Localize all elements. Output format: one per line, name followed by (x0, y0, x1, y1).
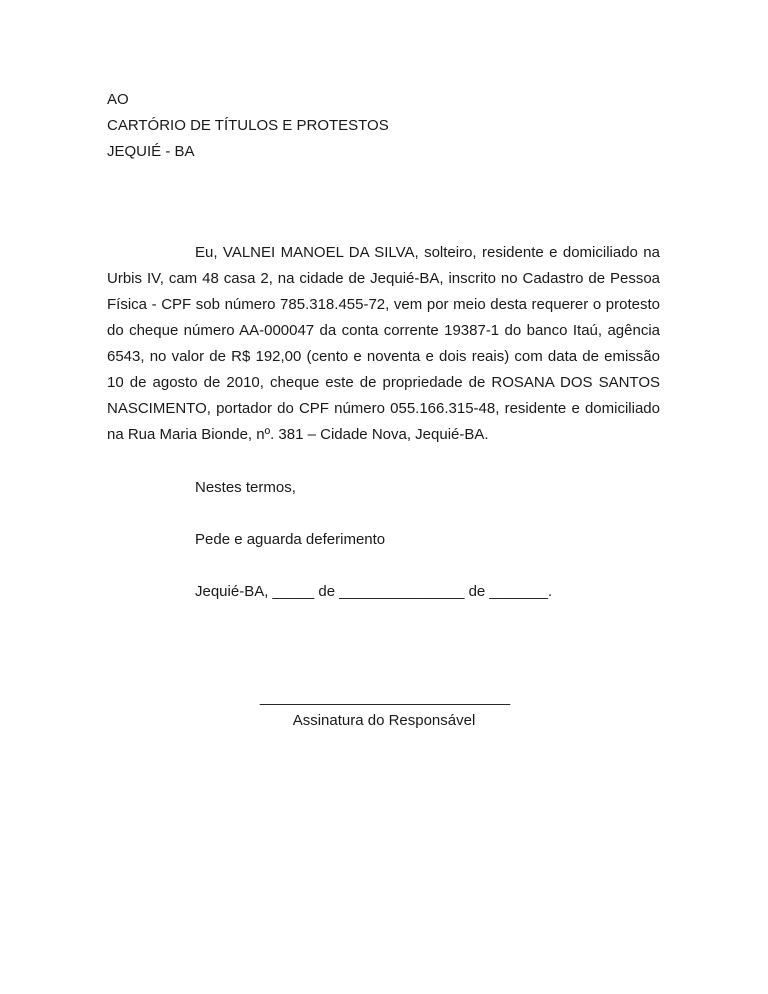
recipient-line-office: CARTÓRIO DE TÍTULOS E PROTESTOS (107, 117, 389, 134)
closing-request: Pede e aguarda deferimento (195, 531, 386, 548)
recipient-line-to: AO (107, 91, 129, 108)
closing-terms: Nestes termos, (195, 479, 296, 496)
request-paragraph: Eu, VALNEI MANOEL DA SILVA, solteiro, residente e domiciliado na Urbis IV, cam 48 casa 2, na cidade de Jequié-BA, inscrito no Cadastro de Pessoa Física - CPF sob número 785.318.455-72, vem por meio desta requerer o protesto do cheque número AA-000047 da conta corrente 19387-1 do banco Itaú, agência 6543, no valor de R$ 192,00 (cento e noventa e dois reais) com data de emissão 10 de agosto de 2010, cheque este de propriedade de ROSANA DOS SANTOS NASCIMENTO, portador do CPF número 055.166.315-48, residente e domiciliado na Rua Maria Bionde, nº. 381 – Cidade Nova, Jequié-BA. (107, 244, 660, 443)
recipient-address (107, 87, 389, 165)
recipient-line-city: JEQUIÉ - BA (107, 143, 195, 160)
signature-line: ______________________________ (259, 689, 511, 706)
signature-label: Assinatura do Responsável (292, 712, 476, 729)
date-line: Jequié-BA, _____ de _______________ de _______. (195, 583, 552, 600)
